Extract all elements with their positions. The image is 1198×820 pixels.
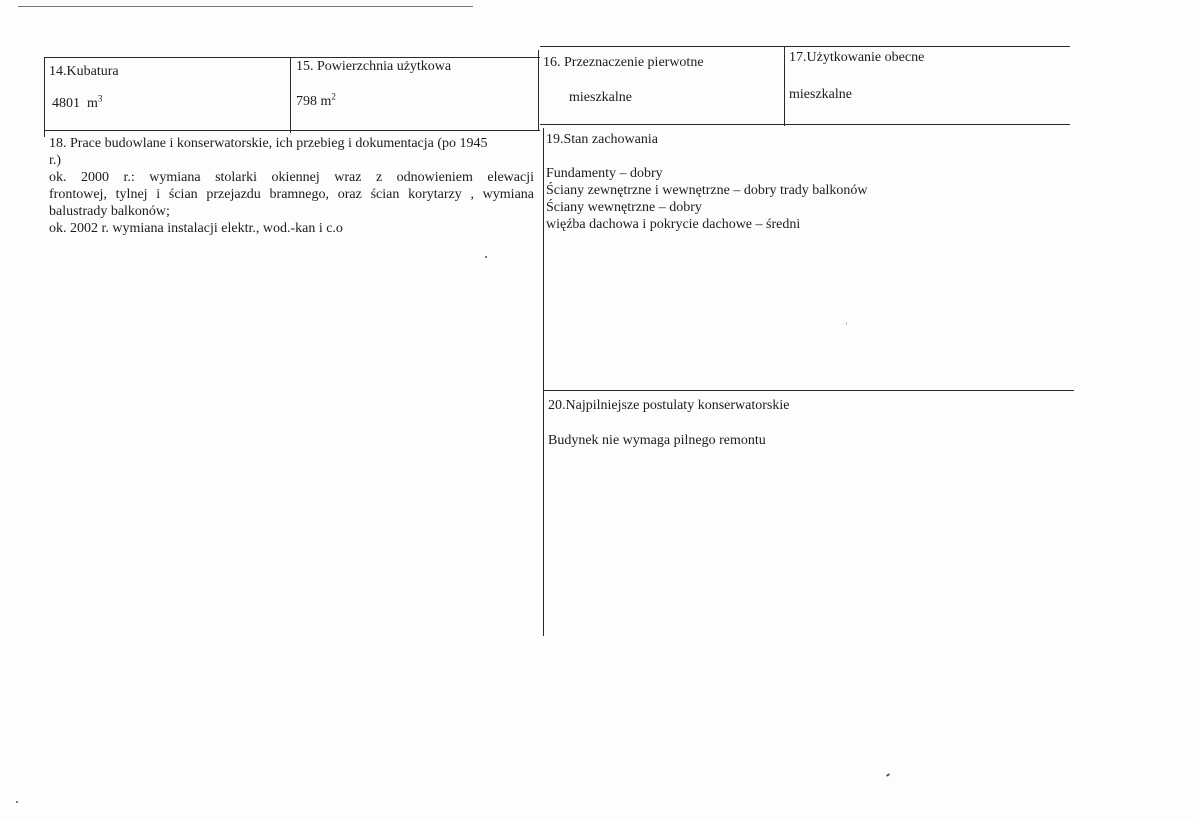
powierzchnia-unit: m [320, 94, 332, 109]
powierzchnia-number: 798 [296, 94, 317, 109]
prace-line1: ok. 2000 r.: wymiana stolarki okiennej wraz z odnowieniem elewacji [49, 170, 534, 185]
uzytkowanie-label: 17.Użytkowanie obecne [789, 50, 925, 65]
powierzchnia-value [296, 93, 336, 110]
kubatura-unit: m [87, 96, 98, 111]
postulaty-value: Budynek nie wymaga pilnego remontu [548, 433, 766, 448]
row1-bottom-border-right [540, 124, 1070, 125]
top-rule [18, 6, 473, 7]
prace-line4: ok. 2002 r. wymiana instalacji elektr., wod.-kan i c.o [49, 221, 343, 236]
col-divider-18-19 [543, 128, 544, 636]
prace-label-line2: r.) [49, 153, 62, 168]
kubatura-value [52, 95, 102, 112]
scan-speck [886, 773, 890, 777]
scan-speck [16, 801, 18, 803]
powierzchnia-unit-exponent: 2 [331, 91, 336, 102]
powierzchnia-label: 15. Powierzchnia użytkowa [296, 59, 452, 74]
stan-item-wiezba: więźba dachowa i pokrycie dachowe – średni [546, 217, 801, 232]
kubatura-label: 14.Kubatura [49, 64, 119, 79]
prace-line3: balustrady balkonów; [49, 204, 170, 219]
col-divider-15-16 [538, 50, 539, 130]
uzytkowanie-value: mieszkalne [789, 87, 852, 102]
scan-speck [485, 256, 487, 258]
prace-label-line1: 18. Prace budowlane i konserwatorskie, ich przebieg i dokumentacja (po 1945 [49, 136, 488, 151]
left-border [44, 57, 45, 137]
row1-top-border [44, 57, 540, 58]
col-divider-14-15 [290, 57, 291, 133]
stan-item-fundamenty: Fundamenty – dobry [546, 166, 663, 181]
stan-label: 19.Stan zachowania [546, 132, 658, 147]
postulaty-label: 20.Najpilniejsze postulaty konserwatorskie [548, 398, 790, 413]
prace-line2: frontowej, tylnej i ścian przejazdu bramnego, oraz ścian korytarzy , wymiana [49, 187, 534, 202]
row1-top-border-right [540, 46, 1070, 47]
stan-item-sciany-zewnetrzne: Ściany zewnętrzne i wewnętrzne – dobry trady balkonów [546, 183, 868, 198]
row1-bottom-border [44, 130, 540, 131]
kubatura-unit-exponent: 3 [97, 93, 103, 104]
prace-cell [49, 135, 534, 237]
stan-item-sciany-wewnetrzne: Ściany wewnętrzne – dobry [546, 200, 702, 215]
col-divider-16-17 [784, 46, 785, 126]
scan-speck [846, 322, 847, 325]
row3-divider [544, 390, 1074, 391]
kubatura-number: 4801 [52, 96, 80, 111]
stan-list [546, 165, 868, 233]
przeznaczenie-label: 16. Przeznaczenie pierwotne [543, 55, 704, 70]
przeznaczenie-value: mieszkalne [569, 90, 632, 105]
